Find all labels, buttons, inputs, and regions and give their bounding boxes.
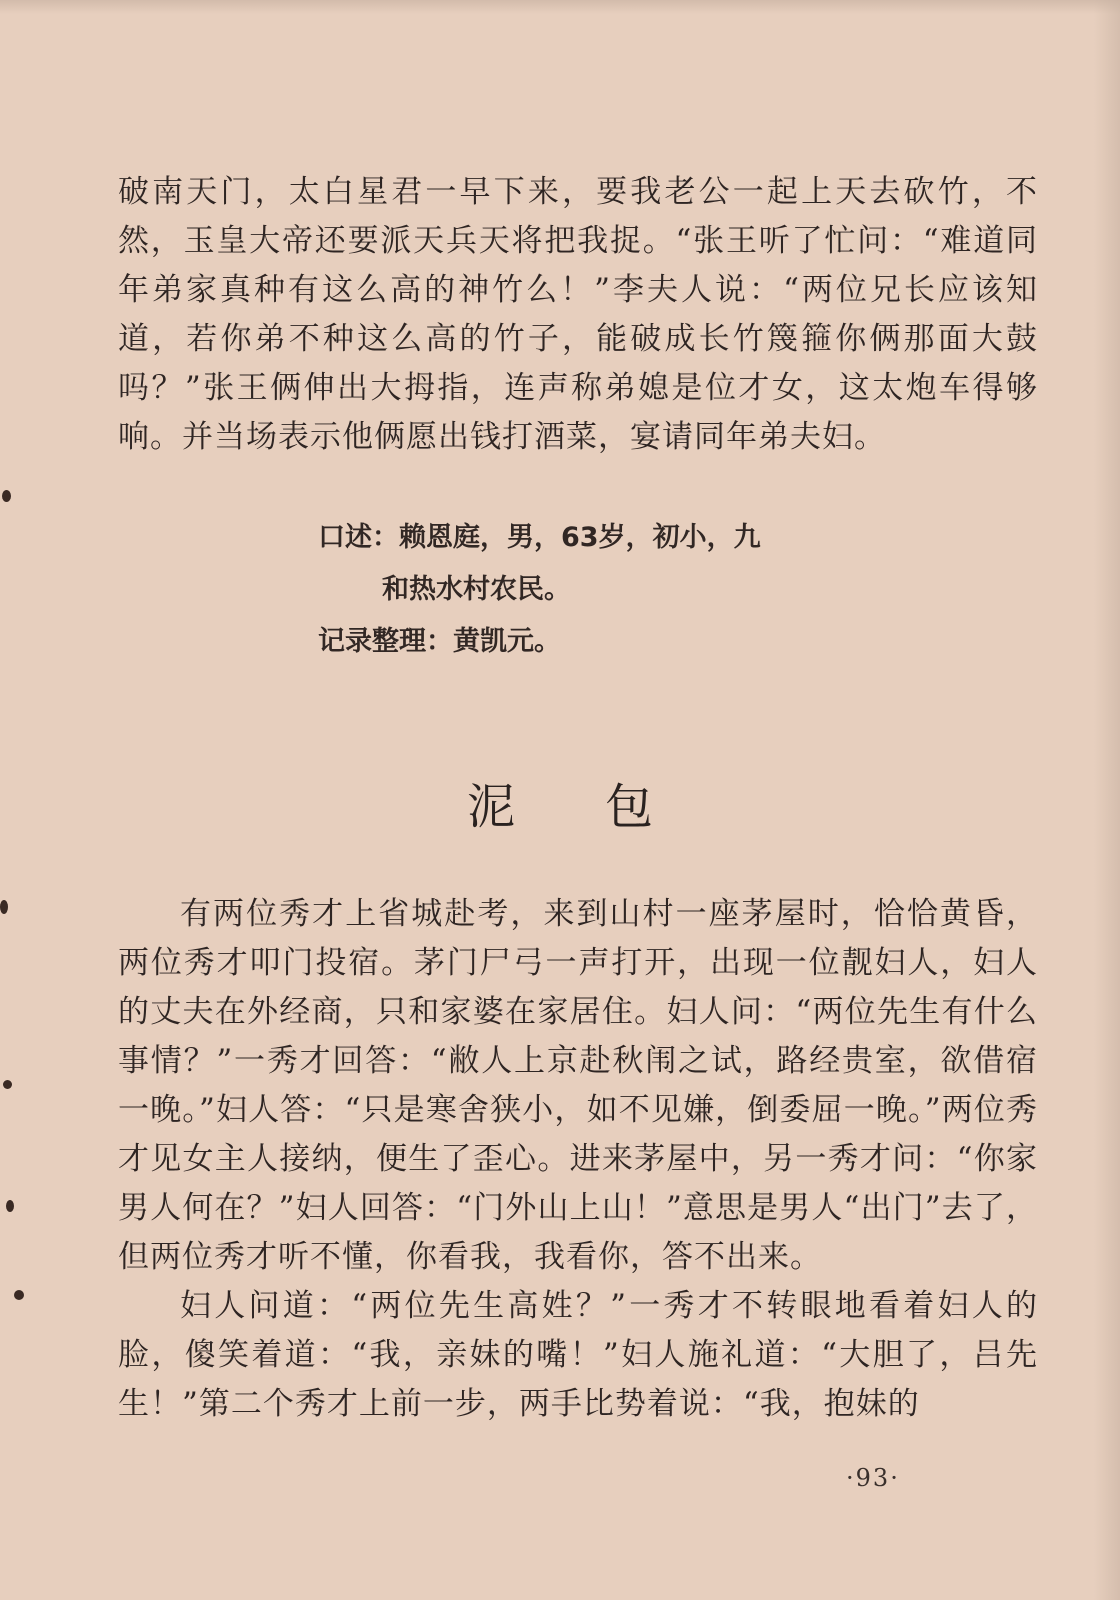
page-number (846, 1464, 900, 1492)
ink-spot (6, 1200, 14, 1212)
story-paragraph-2: 妇人问道：“两位先生高姓？”一秀才不转眼地看着妇人的脸，傻笑着道：“我，亲妹的嘴！”妇人施礼道：“大胆了，吕先生！”第二个秀才上前一步，两手比势着说：“我，抱妹的 (118, 1288, 1038, 1422)
narrator-line-2: 和热水村农民。 (382, 574, 571, 605)
story-credits (318, 512, 878, 668)
page-number-dot-left: · (846, 1464, 856, 1492)
story-body (118, 890, 1038, 1429)
page-number-value: 93 (855, 1464, 891, 1492)
recorder-line: 记录整理：黄凯元。 (318, 626, 561, 657)
ink-spot (14, 1290, 24, 1300)
ink-spot (0, 900, 8, 914)
page-top-shadow (0, 0, 1120, 14)
narrator-line-1: 口述：赖恩庭，男，63岁，初小，九 (318, 522, 761, 553)
continued-story-text (118, 168, 1038, 462)
ink-spot (2, 490, 11, 502)
story-title: 泥包 (466, 779, 743, 835)
top-paragraph: 破南天门，太白星君一早下来，要我老公一起上天去砍竹，不然，玉皇大帝还要派天兵天将把我捉。“张王听了忙问：“难道同年弟家真种有这么高的神竹么！”李夫人说：“两位兄长应该知道，若你弟不种这么高的竹子，能破成长竹篾箍你俩那面大鼓吗？”张王俩伸出大拇指，连声称弟媳是位才女，这太炮车得够响。并当场表示他俩愿出钱打酒菜，宴请同年弟夫妇。 (118, 174, 1038, 455)
ink-spot (3, 1080, 12, 1089)
page-number-dot-right: · (890, 1464, 900, 1492)
story-paragraph-1: 有两位秀才上省城赴考，来到山村一座茅屋时，恰恰黄昏，两位秀才叩门投宿。茅门尸弓一声打开，出现一位靓妇人，妇人的丈夫在外经商，只和家婆在家居住。妇人问：“两位先生有什么事情？”一秀才回答：“敝人上京赴秋闱之试，路经贵室，欲借宿一晚。”妇人答：“只是寒舍狭小，如不见嫌，倒委屈一晚。”两位秀才见女主人接纳，便生了歪心。进来茅屋中，另一秀才问：“你家男人何在？”妇人回答：“门外山上山！”意思是男人“出门”去了，但两位秀才听不懂，你看我，我看你，答不出来。 (118, 896, 1038, 1275)
